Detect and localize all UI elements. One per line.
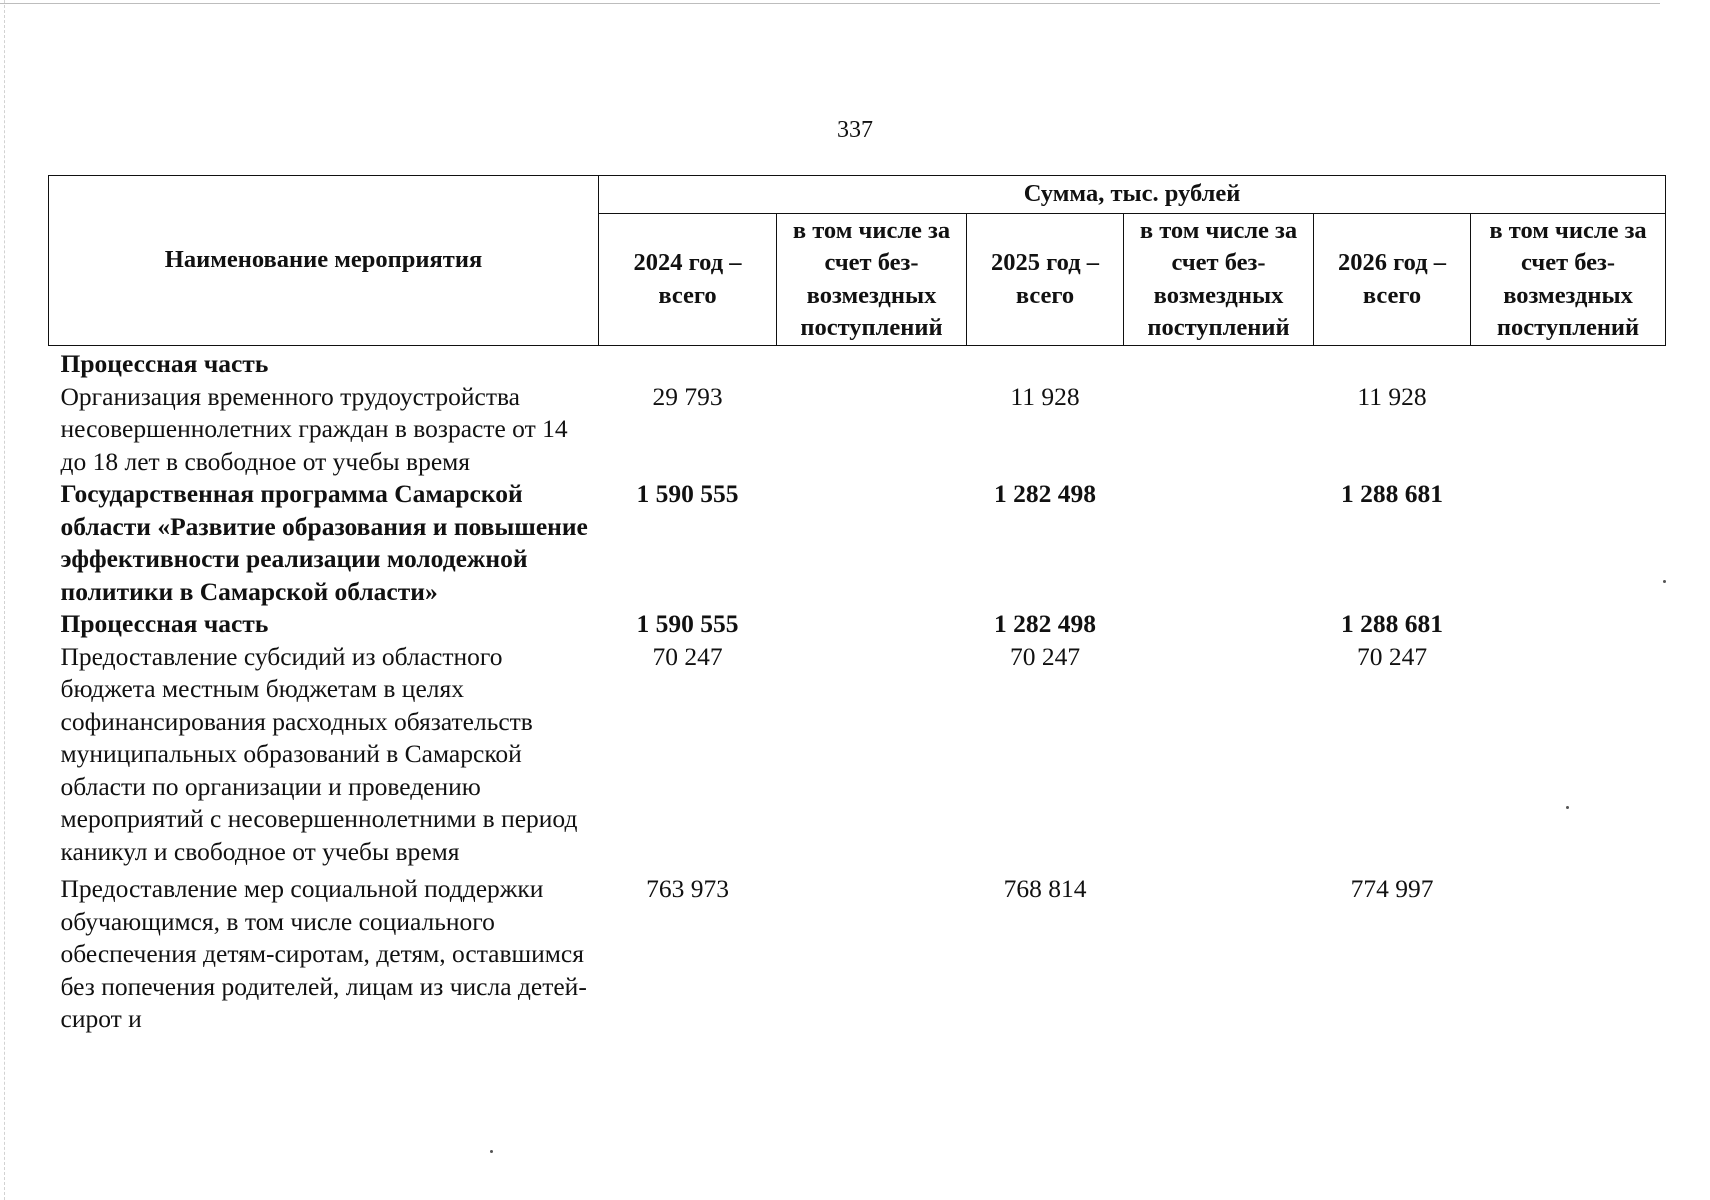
- table-row: [49, 868, 1666, 1036]
- cell-2024-total: 1 590 555: [636, 479, 739, 508]
- cell-2026-gratuitous: [1471, 346, 1666, 381]
- cell-2025-gratuitous: [1124, 868, 1314, 1036]
- cell-2026-gratuitous: [1471, 641, 1666, 869]
- header-activity-name: Наименование мероприятия: [49, 176, 599, 346]
- header-2025-total: 2025 год – всего: [967, 214, 1124, 346]
- budget-table: [48, 175, 1666, 1036]
- cell-2025-total: 768 814: [1003, 874, 1087, 903]
- page-number: 337: [837, 117, 873, 143]
- cell-2026-total: 1 288 681: [1341, 479, 1443, 508]
- cell-2024-gratuitous: [777, 346, 967, 381]
- cell-2025-total: 70 247: [1009, 641, 1081, 671]
- cell-2025-total: 1 282 498: [994, 609, 1096, 638]
- cell-2024-gratuitous: [777, 868, 967, 1036]
- row-name: Процессная часть: [60, 609, 269, 638]
- cell-2026-total: [1314, 346, 1471, 381]
- scan-speck: [1566, 806, 1569, 809]
- cell-2024-total: [599, 346, 777, 381]
- cell-2026-total: 70 247: [1356, 641, 1428, 671]
- cell-2026-gratuitous: [1471, 381, 1666, 479]
- cell-2026-total: 1 288 681: [1341, 609, 1443, 638]
- cell-2024-gratuitous: [777, 608, 967, 641]
- table-row: [49, 608, 1666, 641]
- cell-2026-gratuitous: [1471, 478, 1666, 608]
- cell-2025-gratuitous: [1124, 381, 1314, 479]
- cell-2024-total: 70 247: [652, 641, 723, 671]
- cell-2024-gratuitous: [777, 381, 967, 479]
- cell-2025-gratuitous: [1124, 608, 1314, 641]
- cell-2024-gratuitous: [777, 478, 967, 608]
- header-2024-total: 2024 год – всего: [599, 214, 777, 346]
- table-row: [49, 381, 1666, 479]
- scan-speck: [1663, 580, 1666, 583]
- cell-2025-total: 11 928: [1010, 381, 1080, 411]
- row-name: Предоставление субсидий из областного бюджета местным бюджетам в целях софинансирования расходных обязательств муниципальных образований в Самарской области по организации и проведению мероприятий с несовершеннолетними в период каникул и свободное от учебы время: [60, 641, 578, 866]
- cell-2026-gratuitous: [1471, 608, 1666, 641]
- cell-2024-total: 1 590 555: [636, 609, 739, 638]
- row-name: Государственная программа Самарской области «Развитие образования и повышение эффективности реализации молодежной политики в Самарской области»: [60, 479, 588, 606]
- header-sum: Сумма, тыс. рублей: [599, 176, 1666, 214]
- table-row: [49, 641, 1666, 869]
- table-row: [49, 478, 1666, 608]
- cell-2024-gratuitous: [777, 641, 967, 869]
- table-body: [49, 346, 1666, 1036]
- header-2026-total: 2026 год – всего: [1314, 214, 1471, 346]
- header-2024-gratuitous: в том числе за счет без-возмездных поступлений: [777, 214, 967, 346]
- cell-2026-total: 774 997: [1350, 874, 1434, 903]
- cell-2026-total: 11 928: [1357, 381, 1427, 411]
- table-row: [49, 346, 1666, 381]
- scan-left-edge: [4, 0, 5, 1200]
- table-header: [49, 176, 1666, 346]
- cell-2024-total: 763 973: [646, 874, 729, 903]
- cell-2025-total: 1 282 498: [994, 479, 1096, 508]
- row-name: Предоставление мер социальной поддержки обучающимся, в том числе социального обеспечения детям-сиротам, детям, оставшимся без попечения родителей, лицам из числа детей-сирот и: [60, 874, 587, 1033]
- cell-2025-gratuitous: [1124, 641, 1314, 869]
- scan-speck: [490, 1150, 493, 1153]
- cell-2025-gratuitous: [1124, 346, 1314, 381]
- header-2025-gratuitous: в том числе за счет без-возмездных поступлений: [1124, 214, 1314, 346]
- cell-2025-gratuitous: [1124, 478, 1314, 608]
- row-name: Организация временного трудоустройства несовершеннолетних граждан в возрасте от 14 до 18 лет в свободное от учебы время: [60, 381, 568, 476]
- cell-2026-gratuitous: [1471, 868, 1666, 1036]
- cell-2025-total: [967, 346, 1124, 381]
- cell-2024-total: 29 793: [652, 381, 723, 411]
- row-name: Процессная часть: [60, 349, 269, 378]
- header-2026-gratuitous: в том числе за счет без-возмездных поступлений: [1471, 214, 1666, 346]
- scan-top-edge: [0, 3, 1660, 4]
